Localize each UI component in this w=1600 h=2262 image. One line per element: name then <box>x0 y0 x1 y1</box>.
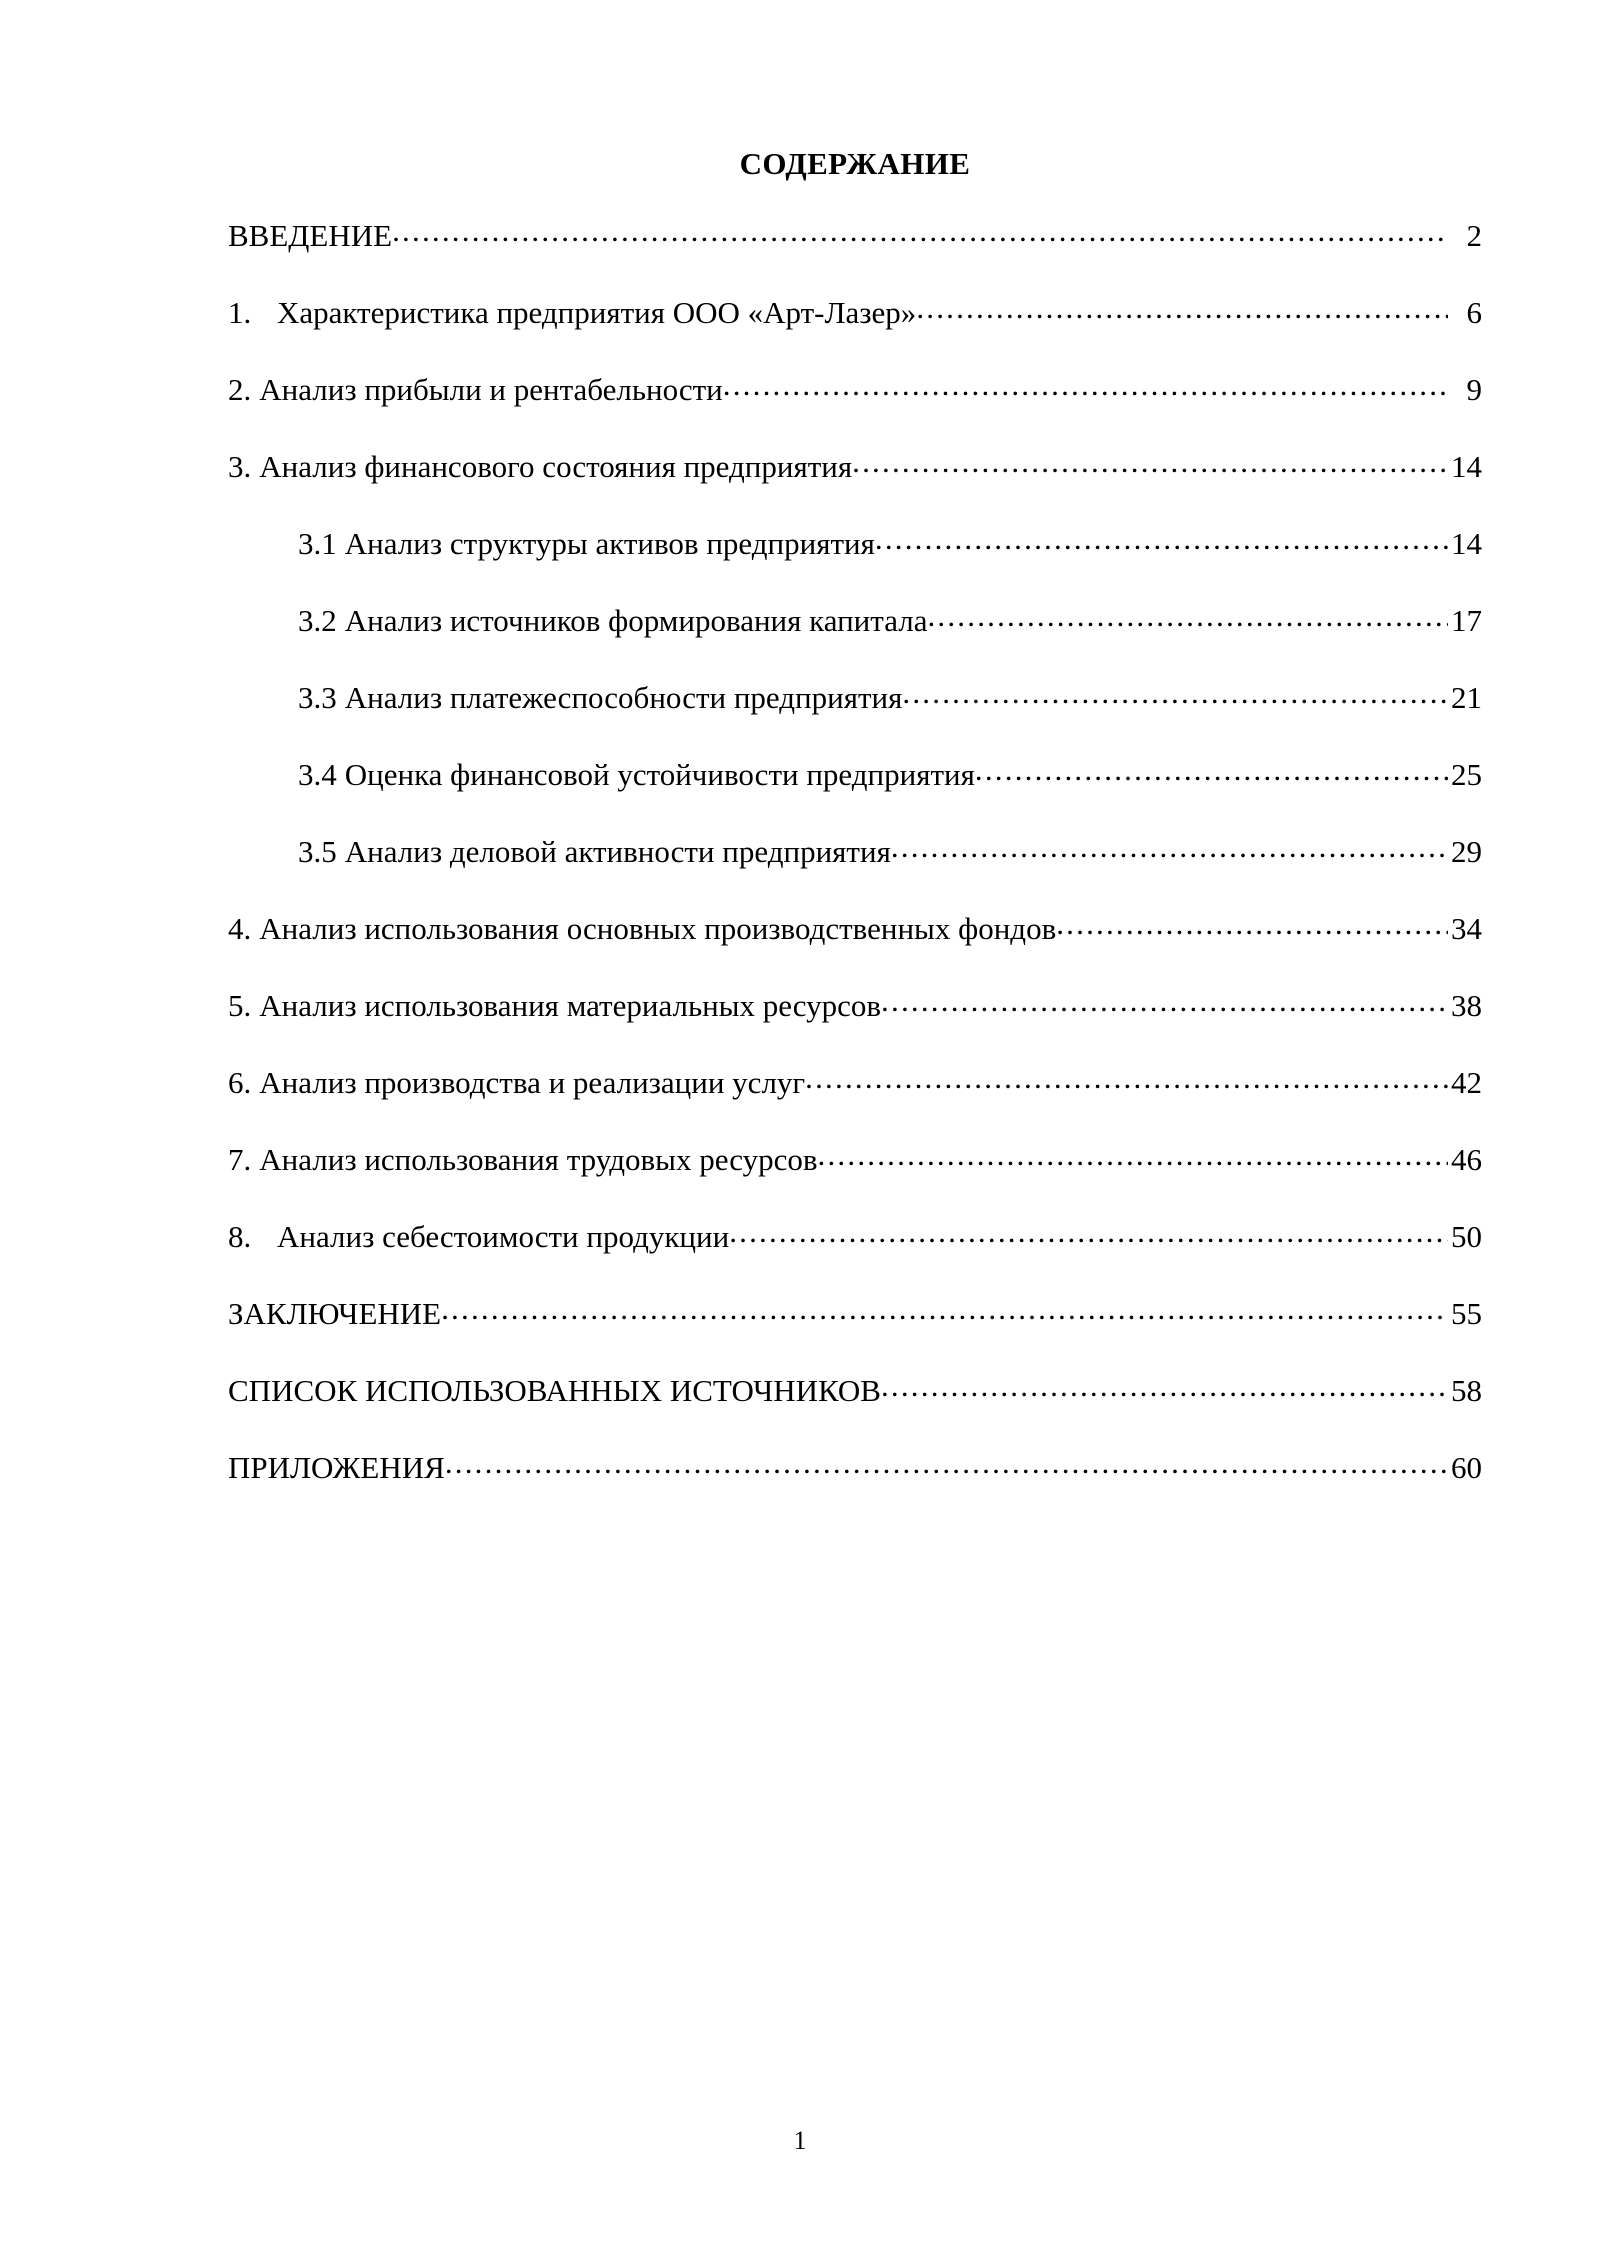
toc-entry-label: Анализ деловой активности предприятия <box>344 834 891 869</box>
toc-entry[interactable] <box>228 446 1482 523</box>
toc-entry[interactable] <box>228 369 1482 446</box>
toc-dot-leader <box>881 985 1448 1016</box>
toc-dot-leader <box>392 215 1448 246</box>
toc-entry-label: ЗАКЛЮЧЕНИЕ <box>228 1296 442 1331</box>
toc-entry[interactable] <box>228 677 1482 754</box>
toc-entry[interactable] <box>228 1447 1482 1524</box>
toc-entry[interactable] <box>228 523 1482 600</box>
toc-dot-leader <box>445 1447 1448 1478</box>
toc-entry[interactable] <box>228 1216 1482 1293</box>
toc-entry[interactable] <box>228 292 1482 369</box>
toc-entry[interactable] <box>228 754 1482 831</box>
toc-entry-page-number: 50 <box>1451 1219 1482 1254</box>
toc-entry-label: Анализ себестоимости продукции <box>277 1219 730 1254</box>
toc-dot-leader <box>875 523 1448 554</box>
toc-dot-leader <box>1056 908 1448 939</box>
toc-dot-leader <box>881 1370 1448 1401</box>
toc-entry-page-number: 58 <box>1451 1373 1482 1408</box>
toc-entry-label: Оценка финансовой устойчивости предприятия <box>344 757 975 792</box>
toc-entry[interactable] <box>228 1293 1482 1370</box>
toc-entry-page-number: 34 <box>1451 911 1482 946</box>
toc-entry-page-number: 42 <box>1451 1065 1482 1100</box>
toc-dot-leader <box>818 1139 1448 1170</box>
toc-dot-leader <box>975 754 1448 785</box>
toc-entry-page-number: 46 <box>1451 1142 1482 1177</box>
toc-entry-label: ВВЕДЕНИЕ <box>228 218 393 253</box>
toc-entry-number: 5. <box>228 988 252 1023</box>
toc-entry-page-number: 14 <box>1451 526 1482 561</box>
table-of-contents <box>228 215 1482 1524</box>
toc-dot-leader <box>891 831 1448 862</box>
toc-entry-page-number: 29 <box>1451 834 1482 869</box>
toc-entry-label: Анализ использования основных производственных фондов <box>259 911 1057 946</box>
toc-entry-label: Анализ производства и реализации услуг <box>259 1065 806 1100</box>
toc-entry-label: Анализ источников формирования капитала <box>344 603 928 638</box>
toc-entry-page-number: 21 <box>1451 680 1482 715</box>
toc-dot-leader <box>723 369 1448 400</box>
toc-entry-label: Анализ платежеспособности предприятия <box>344 680 903 715</box>
toc-entry-label: Анализ прибыли и рентабельности <box>259 372 723 407</box>
toc-entry-label: Анализ структуры активов предприятия <box>344 526 875 561</box>
toc-entry-label: Характеристика предприятия ООО «Арт-Лазер» <box>277 295 917 330</box>
toc-entry-number: 3.3 <box>298 680 337 715</box>
toc-entry-page-number: 14 <box>1451 449 1482 484</box>
toc-entry-label: Анализ финансового состояния предприятия <box>259 449 853 484</box>
toc-entry-number: 3. <box>228 449 252 484</box>
toc-entry-number: 6. <box>228 1065 252 1100</box>
toc-entry[interactable] <box>228 1370 1482 1447</box>
toc-entry-page-number: 2 <box>1466 218 1482 253</box>
toc-entry-label: СПИСОК ИСПОЛЬЗОВАННЫХ ИСТОЧНИКОВ <box>228 1373 881 1408</box>
toc-dot-leader <box>927 600 1448 631</box>
toc-entry-label: ПРИЛОЖЕНИЯ <box>228 1450 445 1485</box>
toc-entry[interactable] <box>228 215 1482 292</box>
toc-entry-number: 3.4 <box>298 757 337 792</box>
toc-entry-label: Анализ использования трудовых ресурсов <box>259 1142 818 1177</box>
toc-entry-number: 8. <box>228 1219 252 1254</box>
toc-entry-page-number: 38 <box>1451 988 1482 1023</box>
toc-entry[interactable] <box>228 908 1482 985</box>
toc-entry-number: 3.2 <box>298 603 337 638</box>
toc-dot-leader <box>729 1216 1448 1247</box>
toc-dot-leader <box>916 292 1448 323</box>
toc-entry-number: 2. <box>228 372 252 407</box>
toc-dot-leader <box>805 1062 1448 1093</box>
toc-entry[interactable] <box>228 831 1482 908</box>
toc-dot-leader <box>902 677 1448 708</box>
toc-entry[interactable] <box>228 1139 1482 1216</box>
toc-dot-leader <box>852 446 1448 477</box>
toc-entry-page-number: 25 <box>1451 757 1482 792</box>
toc-entry-number: 3.1 <box>298 526 337 561</box>
toc-content <box>228 148 1482 1524</box>
footer-page-number: 1 <box>793 2126 807 2155</box>
toc-entry-page-number: 6 <box>1466 295 1482 330</box>
toc-entry-number: 1. <box>228 295 252 330</box>
toc-entry-page-number: 17 <box>1451 603 1482 638</box>
toc-entry-number: 3.5 <box>298 834 337 869</box>
toc-entry-number: 7. <box>228 1142 252 1177</box>
toc-entry[interactable] <box>228 1062 1482 1139</box>
toc-entry-page-number: 9 <box>1466 372 1482 407</box>
toc-entry-page-number: 55 <box>1451 1296 1482 1331</box>
toc-dot-leader <box>441 1293 1448 1324</box>
toc-entry-number: 4. <box>228 911 252 946</box>
page-title: СОДЕРЖАНИЕ <box>739 146 971 181</box>
toc-entry-label: Анализ использования материальных ресурсов <box>259 988 882 1023</box>
toc-entry[interactable] <box>228 600 1482 677</box>
toc-entry-page-number: 60 <box>1451 1450 1482 1485</box>
toc-entry[interactable] <box>228 985 1482 1062</box>
